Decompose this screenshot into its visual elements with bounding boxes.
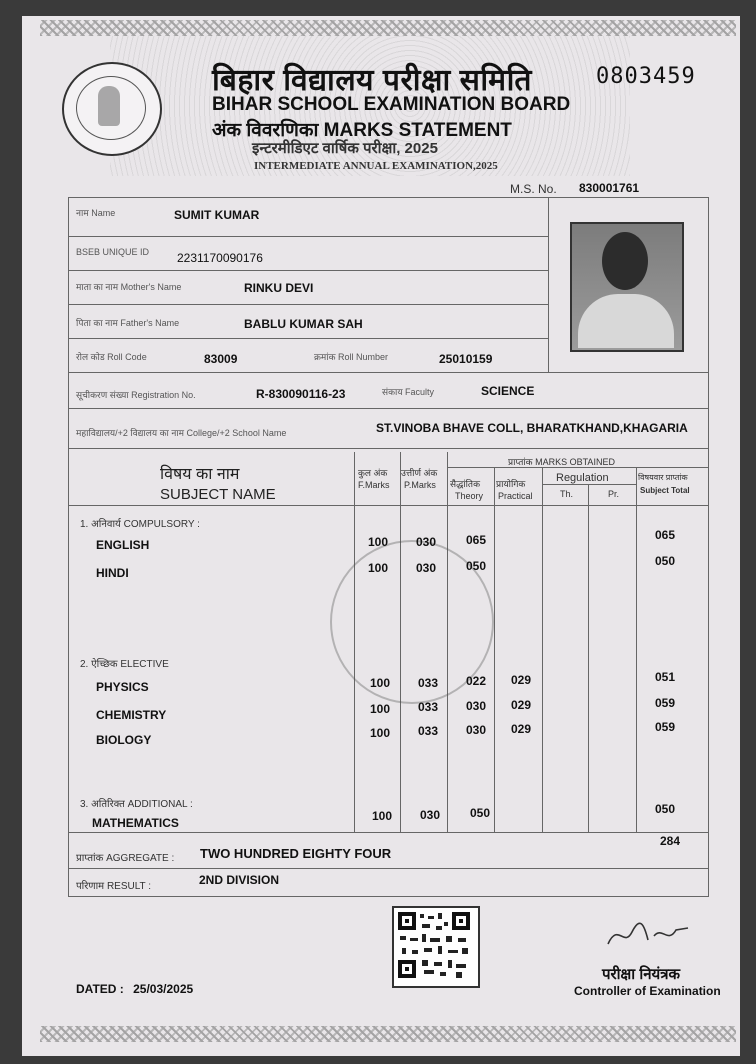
student-photo — [570, 222, 684, 352]
physics-practical: 029 — [511, 673, 532, 687]
divider — [68, 372, 708, 373]
college-label: महाविद्यालय/+2 विद्यालय का नाम College/+2 School Name — [76, 428, 287, 438]
exam-title-english: INTERMEDIATE ANNUAL EXAMINATION,2025 — [254, 160, 498, 172]
hindi-pass-marks: 030 — [416, 561, 437, 575]
roll-number-value: 25010159 — [439, 352, 493, 366]
chemistry-pass-marks: 033 — [418, 700, 439, 714]
board-title-hindi: बिहार विद्यालय परीक्षा समिति — [212, 64, 532, 97]
physics-pass-marks: 033 — [418, 676, 439, 690]
bseb-id-label: BSEB UNIQUE ID — [76, 247, 150, 257]
mathematics-full-marks: 100 — [372, 809, 393, 823]
ms-no-value: 830001761 — [579, 181, 640, 195]
divider — [68, 197, 708, 198]
biology-full-marks: 100 — [370, 726, 391, 740]
chemistry-full-marks: 100 — [370, 702, 391, 716]
regulation-th-header: Th. — [560, 489, 574, 499]
subject-biology: BIOLOGY — [96, 733, 152, 747]
board-logo-icon — [62, 62, 162, 156]
english-full-marks: 100 — [368, 535, 389, 549]
subject-header-english: SUBJECT NAME — [160, 486, 276, 503]
biology-pass-marks: 033 — [418, 724, 439, 738]
mathematics-total: 050 — [655, 802, 676, 816]
divider — [68, 832, 708, 833]
full-marks-header: F.Marks — [358, 480, 390, 490]
category-compulsory: 1. अनिवार्य COMPULSORY : — [80, 519, 200, 530]
name-label: नाम Name — [76, 208, 116, 218]
roll-number-label: क्रमांक Roll Number — [314, 352, 389, 362]
col-divider — [588, 484, 589, 832]
chemistry-total: 059 — [655, 696, 676, 710]
divider — [68, 868, 708, 869]
subject-physics: PHYSICS — [96, 680, 149, 694]
practical-header: Practical — [498, 491, 533, 501]
chemistry-practical: 029 — [511, 698, 532, 712]
dated-value: 25/03/2025 — [133, 982, 194, 996]
college-value: ST.VINOBA BHAVE COLL, BHARATKHAND,KHAGARIA — [376, 421, 688, 435]
divider — [68, 236, 548, 237]
divider — [68, 338, 548, 339]
divider — [542, 484, 636, 485]
faculty-label: संकाय Faculty — [382, 387, 435, 397]
pass-marks-header-hindi: उत्तीर्ण अंक — [401, 468, 438, 478]
aggregate-words: TWO HUNDRED EIGHTY FOUR — [200, 846, 392, 861]
frame-left — [68, 197, 69, 897]
hindi-total: 050 — [655, 554, 676, 568]
dated-label: DATED : — [76, 982, 124, 996]
exam-title-hindi: इन्टरमीडिएट वार्षिक परीक्षा, 2025 — [252, 140, 438, 157]
decorative-border-bottom — [40, 1026, 736, 1042]
roll-code-label: रोल कोड Roll Code — [76, 352, 147, 362]
physics-theory: 022 — [466, 674, 487, 688]
hindi-full-marks: 100 — [368, 561, 389, 575]
category-elective: 2. ऐच्छिक ELECTIVE — [80, 659, 169, 670]
subject-english: ENGLISH — [96, 538, 150, 552]
regulation-header: Regulation — [556, 472, 609, 484]
faculty-value: SCIENCE — [481, 384, 535, 398]
student-name: SUMIT KUMAR — [174, 208, 260, 222]
biology-total: 059 — [655, 720, 676, 734]
subject-header-hindi: विषय का नाम — [160, 466, 240, 483]
subject-chemistry: CHEMISTRY — [96, 708, 167, 722]
divider — [68, 448, 708, 449]
dated-row — [76, 982, 193, 996]
mathematics-theory: 050 — [470, 806, 491, 820]
full-marks-header-hindi: कुल अंक — [358, 468, 388, 478]
result-label: परिणाम RESULT : — [76, 881, 152, 892]
father-name: BABLU KUMAR SAH — [244, 317, 363, 331]
col-divider — [636, 468, 637, 832]
bseb-id-value: 2231170090176 — [177, 251, 263, 265]
qr-code — [392, 906, 480, 988]
practical-header-hindi: प्रायोगिक — [496, 479, 526, 489]
document-title-hindi: अंक विवरणिका — [212, 120, 319, 141]
english-pass-marks: 030 — [416, 535, 437, 549]
mother-name: RINKU DEVI — [244, 281, 314, 295]
regulation-pr-header: Pr. — [608, 489, 620, 499]
hindi-theory: 050 — [466, 559, 487, 573]
mother-label: माता का नाम Mother's Name — [76, 282, 182, 292]
controller-title-hindi: परीक्षा नियंत्रक — [602, 966, 681, 983]
pass-marks-header: P.Marks — [404, 480, 436, 490]
divider — [68, 270, 548, 271]
theory-header: Theory — [455, 491, 484, 501]
subject-hindi: HINDI — [96, 566, 129, 580]
marks-obtained-header: प्राप्तांक MARKS OBTAINED — [508, 457, 615, 467]
mathematics-pass-marks: 030 — [420, 808, 441, 822]
divider — [548, 197, 549, 372]
physics-total: 051 — [655, 670, 676, 684]
controller-title-english: Controller of Examination — [574, 984, 721, 998]
chemistry-theory: 030 — [466, 699, 487, 713]
controller-signature — [604, 918, 694, 959]
divider — [68, 896, 708, 897]
divider — [68, 408, 708, 409]
ms-no-label: M.S. No. — [510, 182, 557, 196]
english-total: 065 — [655, 528, 676, 542]
registration-value: R-830090116-23 — [256, 387, 346, 401]
subject-total-header-hindi: विषयवार प्राप्तांक — [638, 473, 688, 482]
physics-full-marks: 100 — [370, 676, 391, 690]
serial-number: 0803459 — [596, 64, 696, 89]
category-additional: 3. अतिरिक्त ADDITIONAL : — [80, 799, 193, 810]
biology-practical: 029 — [511, 722, 532, 736]
result-value: 2ND DIVISION — [199, 873, 280, 887]
aggregate-value: 284 — [660, 834, 681, 848]
theory-header-hindi: सैद्धांतिक — [450, 479, 480, 489]
subject-total-header: Subject Total — [640, 486, 690, 495]
divider — [68, 505, 708, 506]
col-divider — [542, 468, 543, 832]
decorative-border-top — [40, 20, 736, 36]
registration-label: सूचीकरण संख्या Registration No. — [76, 390, 196, 400]
roll-code-value: 83009 — [204, 352, 238, 366]
board-title-english: BIHAR SCHOOL EXAMINATION BOARD — [212, 94, 571, 115]
english-theory: 065 — [466, 533, 487, 547]
biology-theory: 030 — [466, 723, 487, 737]
frame-right — [708, 197, 709, 897]
father-label: पिता का नाम Father's Name — [76, 318, 180, 328]
document-title-english: MARKS STATEMENT — [323, 120, 512, 141]
subject-mathematics: MATHEMATICS — [92, 816, 179, 830]
aggregate-label: प्राप्तांक AGGREGATE : — [76, 853, 175, 864]
divider — [68, 304, 548, 305]
col-divider — [494, 468, 495, 832]
